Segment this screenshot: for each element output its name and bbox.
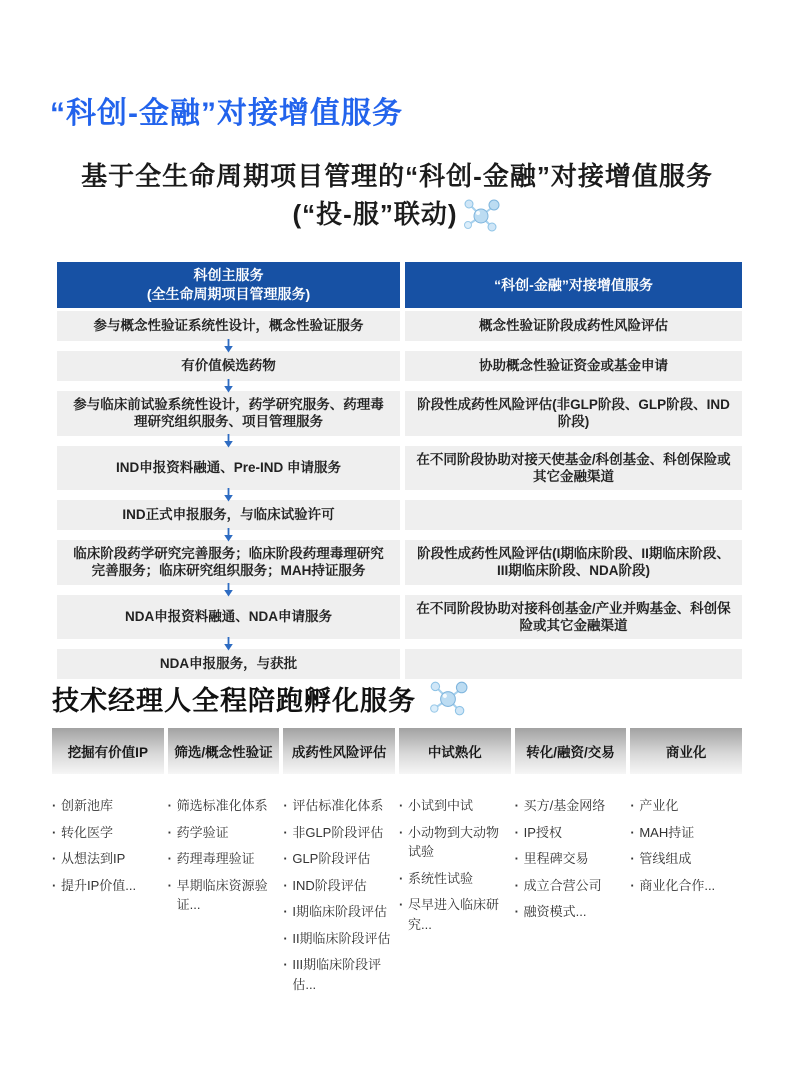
table-row	[57, 311, 742, 341]
list-item-text: 管线组成	[639, 851, 692, 866]
stage-header: 成药性风险评估	[283, 728, 395, 774]
bullet: ·	[52, 877, 57, 893]
list-item	[283, 955, 395, 994]
main-service-cell: NDA申报资料融通、NDA申请服务	[57, 595, 400, 640]
list-item	[399, 823, 511, 862]
list-item-text: IND阶段评估	[292, 877, 367, 893]
bullet: ·	[167, 851, 172, 866]
finance-service-cell: 阶段性成药性风险评估(I期临床阶段、II期临床阶段、III期临床阶段、NDA阶段)	[405, 540, 742, 585]
down-arrow-icon	[222, 379, 235, 393]
incubation-title	[52, 678, 470, 718]
list-item	[283, 823, 395, 843]
list-item	[515, 876, 627, 896]
molecule-icon	[426, 678, 470, 718]
list-item	[283, 796, 395, 816]
list-item-text: 评估标准化体系	[292, 798, 384, 813]
table-row	[57, 391, 742, 436]
page-title: “科创-金融”对接增值服务	[50, 97, 403, 130]
list-item-text: 药理毒理验证	[176, 851, 255, 866]
finance-service-header: “科创-金融”对接增值服务	[405, 262, 742, 308]
main-service-cell: NDA申报服务，与获批	[57, 649, 400, 679]
bullet: ·	[630, 851, 635, 866]
stage-list	[168, 796, 280, 1001]
lifecycle-table	[57, 262, 742, 679]
incubation-header-row	[52, 728, 742, 774]
list-item-text: I期临床阶段评估	[292, 904, 387, 919]
bullet: ·	[514, 877, 519, 893]
list-item-text: 提升IP价值...	[61, 877, 137, 893]
down-arrow-icon	[222, 434, 235, 448]
finance-service-cell	[405, 500, 742, 530]
flow-gap	[57, 436, 742, 446]
table-row	[57, 649, 742, 679]
bullet: ·	[514, 851, 519, 866]
incubation-table	[52, 728, 742, 1001]
bullet: ·	[52, 798, 57, 813]
stage-list	[399, 796, 511, 1001]
list-item-text: 转化医学	[61, 824, 114, 840]
bullet: ·	[398, 798, 404, 813]
flow-gap	[57, 490, 742, 500]
finance-service-cell: 阶段性成药性风险评估(非GLP阶段、GLP阶段、IND阶段)	[405, 391, 742, 436]
list-item-text: 成立合营公司	[523, 877, 602, 893]
bullet: ·	[167, 798, 172, 813]
flow-gap	[57, 381, 742, 391]
list-item-text: III期临床阶段评估...	[292, 957, 382, 992]
subtitle-line-2: (“投-服”联动)	[292, 198, 458, 229]
list-item	[515, 823, 627, 843]
list-item-text: 尽早进入临床研究...	[407, 897, 499, 932]
list-item-text: 非GLP阶段评估	[292, 824, 384, 840]
stage-header: 筛选/概念性验证	[168, 728, 280, 774]
list-item	[630, 876, 742, 896]
subtitle-line-1: 基于全生命周期项目管理的“科创-金融”对接增值服务	[81, 161, 713, 191]
list-item	[283, 849, 395, 869]
stage-header: 中试熟化	[399, 728, 511, 774]
list-item	[52, 796, 164, 816]
down-arrow-icon	[222, 583, 235, 597]
list-item-text: 商业化合作...	[639, 877, 716, 893]
bullet: ·	[283, 851, 288, 866]
main-service-cell: 参与概念性验证系统性设计，概念性验证服务	[57, 311, 400, 341]
list-item	[283, 902, 395, 922]
stage-header: 商业化	[630, 728, 742, 774]
main-service-cell: IND正式申报服务，与临床试验许可	[57, 500, 400, 530]
down-arrow-icon	[222, 488, 235, 502]
bullet: ·	[52, 851, 57, 866]
finance-service-cell: 协助概念性验证资金或基金申请	[405, 351, 742, 381]
finance-service-cell	[405, 649, 742, 679]
list-item	[630, 796, 742, 816]
stage-list	[52, 796, 164, 1001]
table-row	[57, 446, 742, 491]
stage-header: 挖掘有价值IP	[52, 728, 164, 774]
bullet: ·	[630, 877, 635, 893]
list-item	[168, 876, 280, 915]
finance-service-cell: 概念性验证阶段成药性风险评估	[405, 311, 742, 341]
flow-gap	[57, 639, 742, 649]
down-arrow-icon	[222, 339, 235, 353]
list-item	[283, 876, 395, 896]
main-service-cell: 临床阶段药学研究完善服务；临床阶段药理毒理研究完善服务；临床研究组织服务；MAH持证服务	[57, 540, 400, 585]
list-item-text: 买方/基金网络	[523, 798, 606, 813]
bullet: ·	[398, 897, 404, 912]
list-item-text: 早期临床资源验证...	[176, 877, 268, 912]
list-item-text: 产业化	[639, 798, 679, 813]
main-service-cell: 参与临床前试验系统性设计，药学研究服务、药理毒理研究组织服务、项目管理服务	[57, 391, 400, 436]
list-item	[630, 849, 742, 869]
list-item	[168, 796, 280, 816]
list-item	[399, 869, 511, 889]
bullet: ·	[283, 824, 288, 840]
bullet: ·	[398, 870, 404, 886]
list-item	[168, 823, 280, 843]
molecule-icon	[461, 196, 501, 234]
stage-header: 转化/融资/交易	[515, 728, 627, 774]
list-item	[52, 849, 164, 869]
bullet: ·	[630, 798, 635, 813]
finance-service-cell: 在不同阶段协助对接科创基金/产业并购基金、科创保险或其它金融渠道	[405, 595, 742, 640]
bullet: ·	[283, 957, 288, 972]
stage-list	[515, 796, 627, 1001]
main-service-header-line1: 科创主服务	[193, 267, 264, 284]
list-item	[515, 902, 627, 922]
bullet: ·	[398, 824, 404, 840]
list-item-text: 系统性试验	[407, 870, 473, 886]
main-service-cell: 有价值候选药物	[57, 351, 400, 381]
incubation-title-text: 技术经理人全程陪跑孵化服务	[52, 685, 416, 716]
table-row	[57, 351, 742, 381]
list-item-text: 筛选标准化体系	[176, 798, 268, 813]
subtitle	[0, 158, 794, 234]
bullet: ·	[283, 798, 288, 813]
down-arrow-icon	[222, 637, 235, 651]
bullet: ·	[283, 930, 288, 946]
bullet: ·	[514, 904, 519, 919]
list-item-text: 小动物到大动物试验	[407, 824, 499, 859]
main-service-cell: IND申报资料融通、Pre-IND 申请服务	[57, 446, 400, 491]
list-item-text: GLP阶段评估	[292, 851, 371, 866]
list-item	[515, 796, 627, 816]
list-item-text: 融资模式...	[523, 904, 587, 919]
main-service-header	[57, 262, 400, 308]
flow-gap	[57, 585, 742, 595]
bullet: ·	[283, 904, 288, 919]
list-item	[283, 929, 395, 949]
list-item-text: MAH持证	[639, 824, 695, 840]
table-row	[57, 500, 742, 530]
bullet: ·	[283, 877, 288, 893]
list-item-text: II期临床阶段评估	[292, 930, 391, 946]
flow-gap	[57, 530, 742, 540]
list-item	[630, 823, 742, 843]
lifecycle-table-header	[57, 262, 742, 308]
bullet: ·	[52, 824, 57, 840]
lifecycle-table-body	[57, 311, 742, 679]
list-item	[399, 895, 511, 934]
list-item	[515, 849, 627, 869]
bullet: ·	[514, 824, 519, 840]
list-item	[399, 796, 511, 816]
table-row	[57, 540, 742, 585]
bullet: ·	[514, 798, 519, 813]
list-item-text: 小试到中试	[407, 798, 473, 813]
stage-list	[283, 796, 395, 1001]
bullet: ·	[630, 824, 635, 840]
list-item-text: 里程碑交易	[523, 851, 589, 866]
list-item	[168, 849, 280, 869]
list-item-text: 从想法到IP	[61, 851, 126, 866]
bullet: ·	[167, 824, 172, 840]
flow-gap	[57, 341, 742, 351]
list-item-text: 创新池库	[61, 798, 114, 813]
bullet: ·	[167, 877, 172, 893]
list-item-text: IP授权	[523, 824, 562, 840]
down-arrow-icon	[222, 528, 235, 542]
finance-service-cell: 在不同阶段协助对接天使基金/科创基金、科创保险或其它金融渠道	[405, 446, 742, 491]
incubation-lists	[52, 796, 742, 1001]
main-service-header-line2: (全生命周期项目管理服务)	[146, 286, 311, 302]
list-item-text: 药学验证	[176, 824, 229, 840]
list-item	[52, 823, 164, 843]
table-row	[57, 595, 742, 640]
list-item	[52, 876, 164, 896]
stage-list	[630, 796, 742, 1001]
